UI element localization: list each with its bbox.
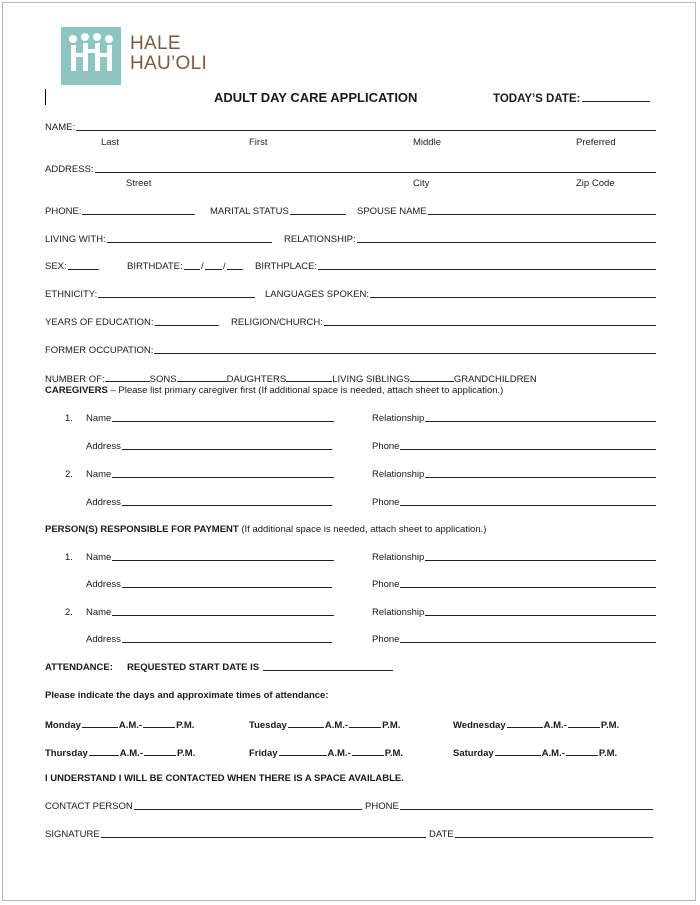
caregiver-2-phone-field[interactable]: Phone [372, 497, 656, 508]
ethnicity-field[interactable]: ETHNICITY: [45, 289, 255, 300]
contact-phone-field[interactable]: PHONE [365, 801, 653, 812]
todays-date-field[interactable] [582, 92, 650, 102]
sons-count-field[interactable] [105, 372, 150, 382]
text-cursor [45, 89, 46, 105]
logo-text: HALE HAU’OLI [130, 33, 208, 74]
caregiver-2-relationship-field[interactable]: Relationship [372, 469, 656, 480]
saturday-times: Saturday A.M.- P.M. [453, 748, 618, 759]
name-field[interactable]: NAME: [45, 122, 656, 133]
caregiver-1-relationship-field[interactable]: Relationship [372, 413, 656, 424]
phone-field[interactable]: PHONE: [45, 206, 195, 217]
name-middle-caption: Middle [413, 137, 441, 148]
understand-statement: I UNDERSTAND I WILL BE CONTACTED WHEN THERE IS A SPACE AVAILABLE. [45, 773, 404, 784]
address-field[interactable]: ADDRESS: [45, 164, 656, 175]
caregiver-1-phone-field[interactable]: Phone [372, 441, 656, 452]
payer-2-number: 2. [65, 607, 73, 618]
payer-2-relationship-field[interactable]: Relationship [372, 607, 656, 618]
daughters-count-field[interactable] [177, 372, 227, 382]
payment-heading: PERSON(S) RESPONSIBLE FOR PAYMENT (If additional space is needed, attach sheet to application.) [45, 524, 487, 535]
todays-date-label: TODAY’S DATE: [493, 92, 650, 105]
birthdate-slash-1: / [201, 261, 204, 272]
tuesday-times: Tuesday A.M.- P.M. [249, 720, 401, 731]
thursday-times: Thursday A.M.- P.M. [45, 748, 196, 759]
caregiver-2-address-field[interactable]: Address [86, 497, 332, 508]
payer-1-phone-field[interactable]: Phone [372, 579, 656, 590]
payer-2-name-field[interactable]: Name [86, 607, 334, 618]
caregiver-1-number: 1. [65, 413, 73, 424]
payer-2-address-field[interactable]: Address [86, 634, 332, 645]
siblings-count-field[interactable] [286, 372, 332, 382]
marital-status-field[interactable]: MARITAL STATUS [210, 206, 346, 217]
number-of-row: NUMBER OF: SONS DAUGHTERS LIVING SIBLINGS GRANDCHILDREN [45, 374, 537, 385]
payer-1-relationship-field[interactable]: Relationship [372, 552, 656, 563]
languages-spoken-field[interactable]: LANGUAGES SPOKEN: [265, 289, 656, 300]
name-last-caption: Last [101, 137, 119, 148]
name-preferred-caption: Preferred [576, 137, 616, 148]
religion-church-field[interactable]: RELIGION/CHURCH: [231, 317, 656, 328]
logo-icon [61, 27, 121, 85]
former-occupation-field[interactable]: FORMER OCCUPATION: [45, 345, 656, 356]
years-of-education-field[interactable]: YEARS OF EDUCATION: [45, 317, 219, 328]
caregivers-heading: CAREGIVERS – Please list primary caregiver first (If additional space is needed, attach sheet to application.) [45, 385, 504, 396]
address-street-caption: Street [126, 178, 152, 189]
monday-times: Monday A.M.- P.M. [45, 720, 195, 731]
living-with-field[interactable]: LIVING WITH: [45, 234, 272, 245]
date-field[interactable]: DATE [429, 829, 653, 840]
caregiver-2-name-field[interactable]: Name [86, 469, 334, 480]
birthplace-field[interactable]: BIRTHPLACE: [255, 261, 656, 272]
relationship-field[interactable]: RELATIONSHIP: [284, 234, 656, 245]
start-date-field[interactable]: REQUESTED START DATE IS [127, 662, 393, 673]
grandchildren-count-field[interactable] [410, 372, 454, 382]
signature-field[interactable]: SIGNATURE [45, 829, 426, 840]
caregiver-2-number: 2. [65, 469, 73, 480]
attendance-label: ATTENDANCE: [45, 662, 113, 673]
caregiver-1-name-field[interactable]: Name [86, 413, 334, 424]
contact-person-field[interactable]: CONTACT PERSON [45, 801, 362, 812]
form-title: ADULT DAY CARE APPLICATION [214, 90, 418, 105]
spouse-name-field[interactable]: SPOUSE NAME [357, 206, 656, 217]
address-city-caption: City [413, 178, 430, 189]
payer-2-phone-field[interactable]: Phone [372, 634, 656, 645]
birthdate-slash-2: / [223, 261, 226, 272]
name-first-caption: First [249, 137, 268, 148]
friday-times: Friday A.M.- P.M. [249, 748, 404, 759]
payer-1-number: 1. [65, 552, 73, 563]
sex-field[interactable]: SEX: [45, 261, 99, 272]
payer-1-address-field[interactable]: Address [86, 579, 332, 590]
days-prompt: Please indicate the days and approximate times of attendance: [45, 690, 329, 701]
wednesday-times: Wednesday A.M.- P.M. [453, 720, 620, 731]
birthdate-field[interactable]: BIRTHDATE: [127, 261, 243, 272]
address-zip-caption: Zip Code [576, 178, 615, 189]
caregiver-1-address-field[interactable]: Address [86, 441, 332, 452]
payer-1-name-field[interactable]: Name [86, 552, 334, 563]
